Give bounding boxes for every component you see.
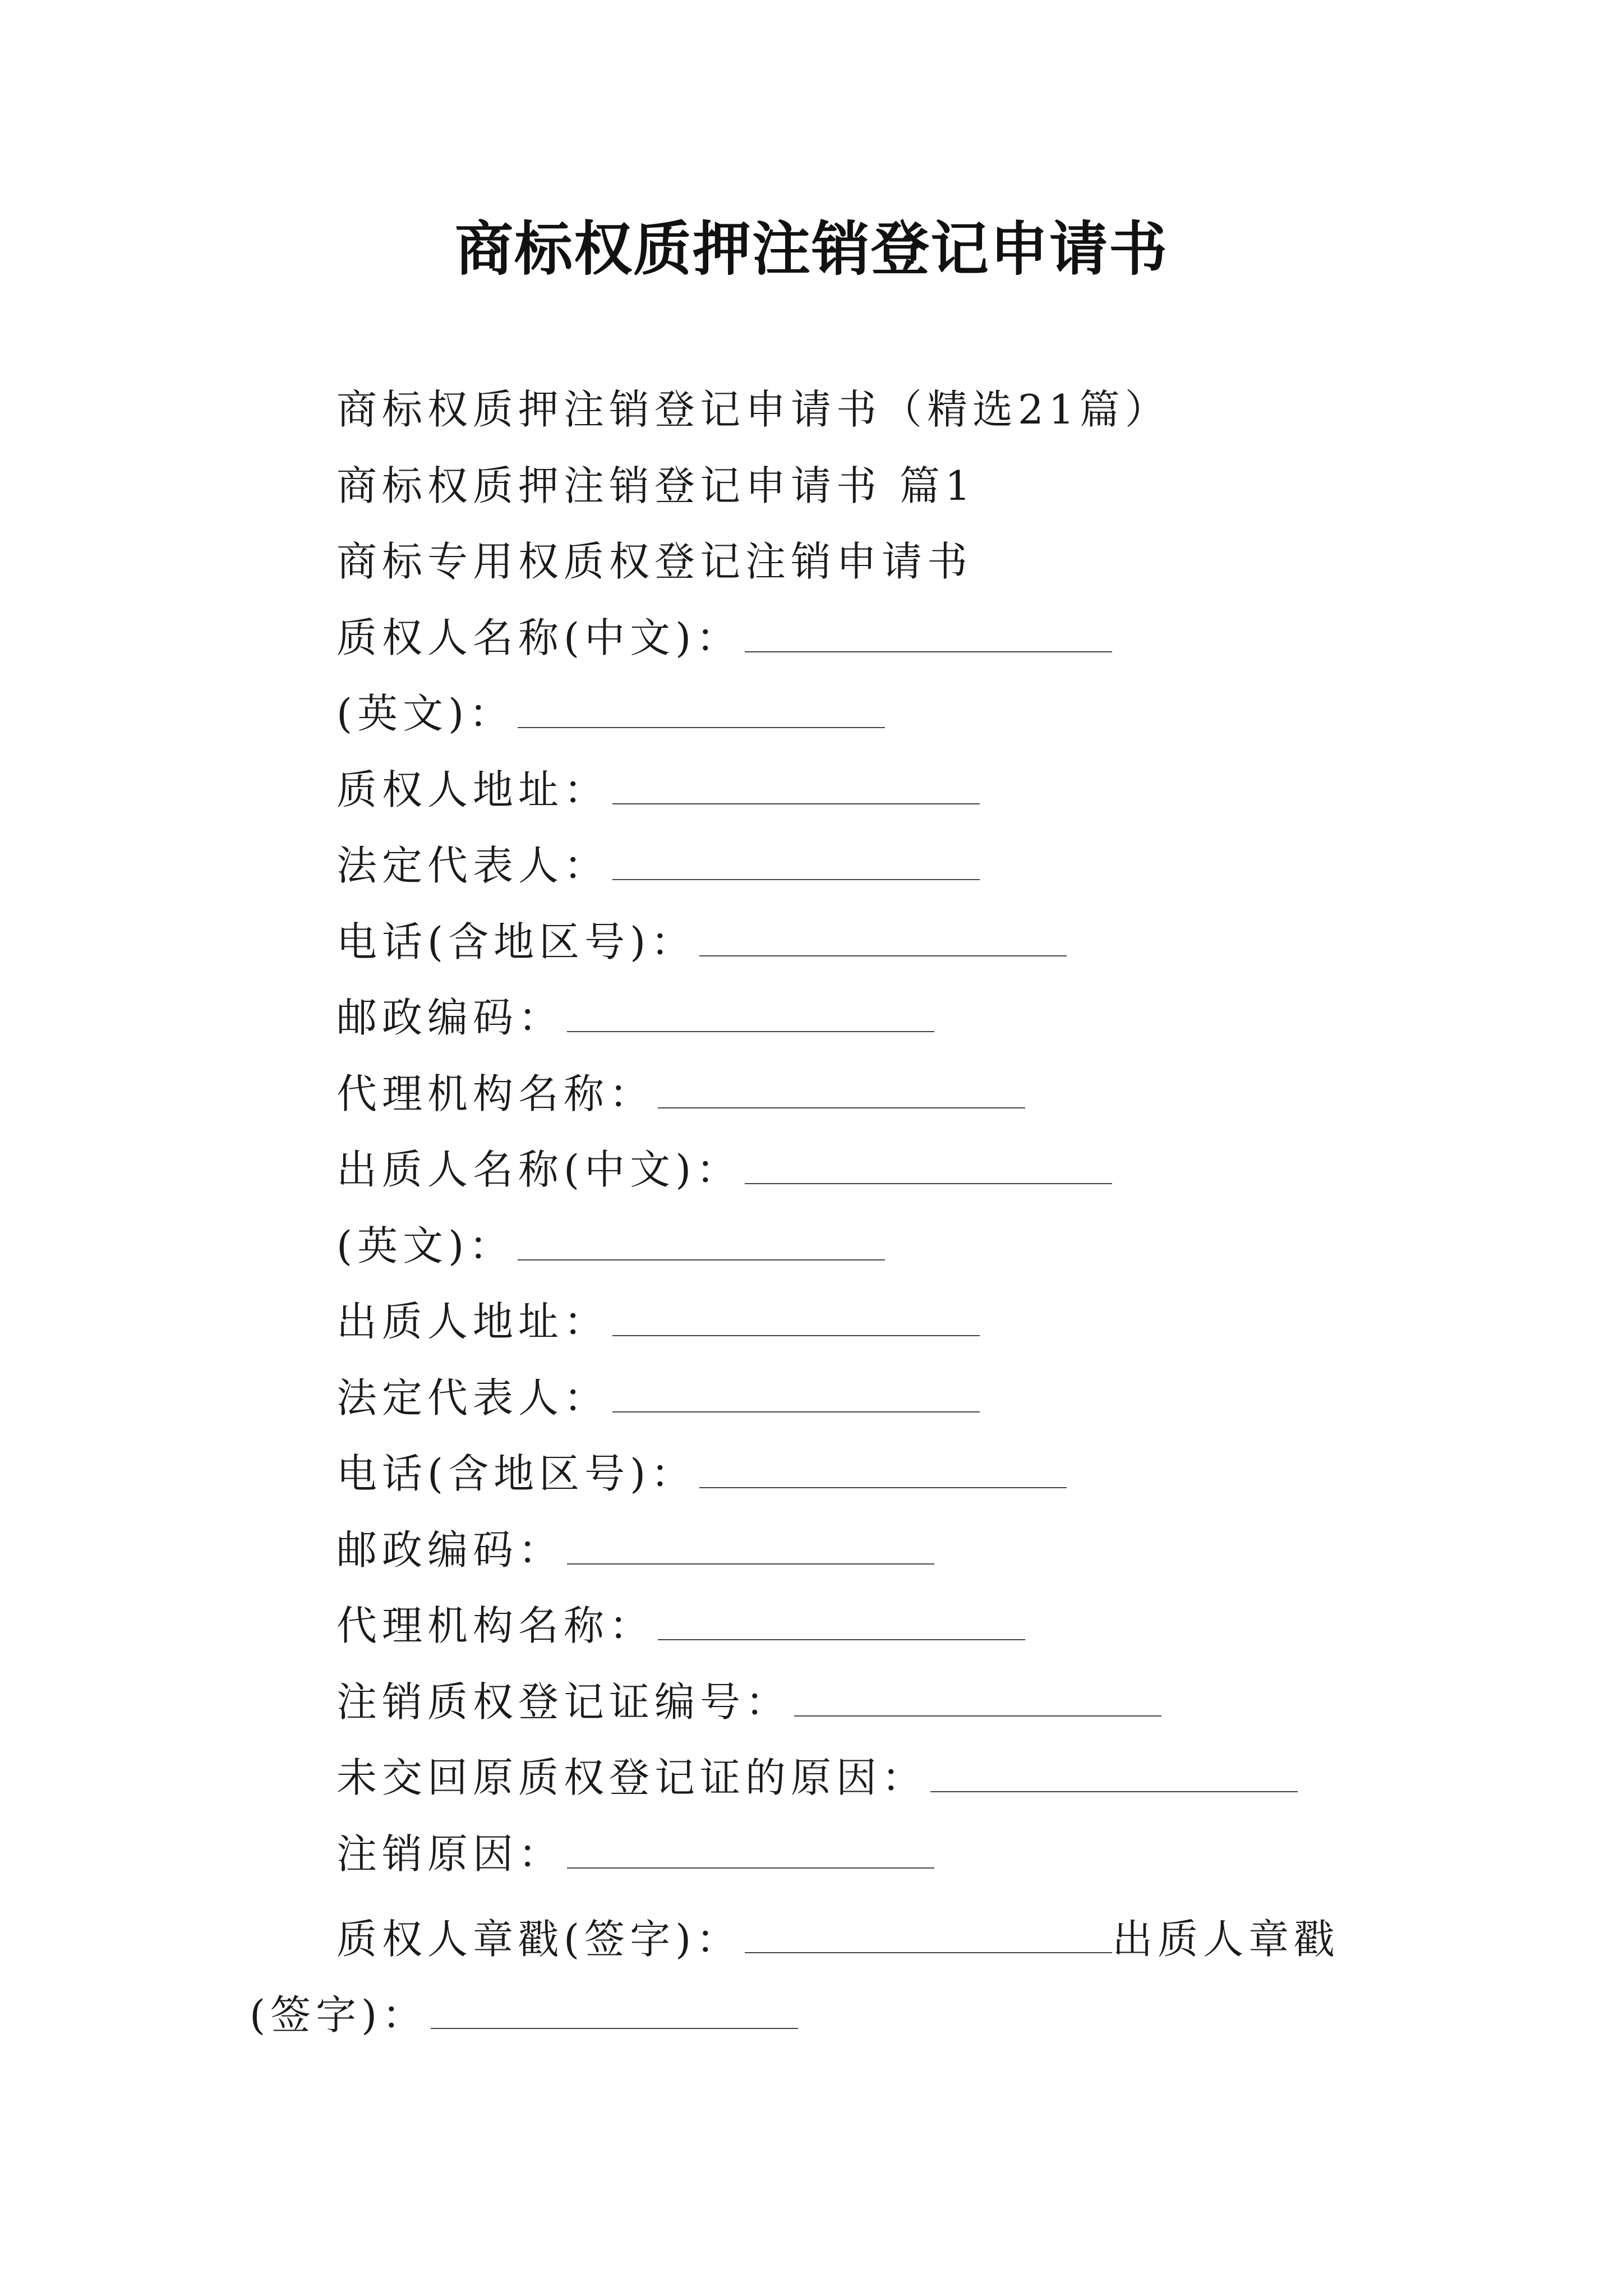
field-pledgee-name-en	[336, 685, 1402, 762]
field-label: 注销质权登记证编号：	[336, 1678, 791, 1726]
pledgee-signature-blank[interactable]	[745, 1918, 1112, 1953]
field-label: 出质人地址：	[336, 1298, 610, 1345]
field-pledgee-postcode	[336, 990, 1402, 1066]
document-title: 商标权质押注销登记申请书	[454, 215, 1168, 283]
fill-in-blank[interactable]	[518, 1218, 885, 1260]
pledgor-signature-blank[interactable]	[431, 1994, 798, 2029]
field-label: 法定代表人：	[336, 1374, 610, 1421]
signature-paragraph	[250, 1902, 1405, 2053]
section-heading	[336, 458, 1402, 534]
fill-in-blank[interactable]	[612, 1294, 980, 1336]
field-cancel-reason	[336, 1826, 1402, 1902]
fill-in-blank[interactable]	[518, 685, 885, 728]
field-pledgor-address	[336, 1294, 1402, 1370]
field-pledgor-name-en	[336, 1218, 1402, 1294]
fill-in-blank[interactable]	[612, 838, 980, 880]
field-label: 邮政编码：	[336, 994, 564, 1041]
fill-in-blank[interactable]	[567, 1522, 934, 1565]
fill-in-blank[interactable]	[567, 1826, 934, 1869]
field-pledgee-address	[336, 762, 1402, 838]
field-label: (英文)：	[336, 690, 515, 737]
field-label: 出质人名称(中文)：	[336, 1146, 742, 1193]
field-label: 质权人地址：	[336, 766, 610, 813]
form-heading	[336, 533, 1402, 610]
fill-in-blank[interactable]	[745, 610, 1112, 652]
subtitle-line	[336, 381, 1402, 458]
pledgor-signature-label: 出质人章戳(签字)：	[250, 1916, 1340, 2039]
pledgee-signature-label: 质权人章戳(签字)：	[336, 1916, 742, 1963]
field-pledgor-name-cn	[336, 1142, 1402, 1218]
field-pledgee-legal-rep	[336, 838, 1402, 914]
field-pledgor-postcode	[336, 1522, 1402, 1598]
field-label: 电话(含地区号)：	[336, 1450, 697, 1497]
field-pledgor-legal-rep	[336, 1370, 1402, 1446]
field-label: 代理机构名称：	[336, 1070, 655, 1117]
field-certificate-number	[336, 1674, 1402, 1750]
field-label: 质权人名称(中文)：	[336, 614, 742, 661]
section-heading-text: 商标权质押注销登记申请书 篇1	[336, 462, 976, 509]
field-pledgee-agency	[336, 1066, 1402, 1142]
fill-in-blank[interactable]	[699, 1446, 1067, 1488]
document-body	[250, 381, 1402, 2053]
field-label: 邮政编码：	[336, 1526, 564, 1573]
fill-in-blank[interactable]	[612, 762, 980, 804]
field-label: 代理机构名称：	[336, 1602, 655, 1649]
field-label: 法定代表人：	[336, 842, 610, 889]
fill-in-blank[interactable]	[612, 1370, 980, 1412]
field-label: (英文)：	[336, 1222, 515, 1269]
field-label: 未交回原质权登记证的原因：	[336, 1754, 928, 1801]
fill-in-blank[interactable]	[794, 1674, 1161, 1717]
field-unreturned-reason	[336, 1750, 1402, 1826]
field-pledgee-phone	[336, 914, 1402, 990]
field-pledgor-phone	[336, 1446, 1402, 1522]
fill-in-blank[interactable]	[699, 914, 1067, 956]
subtitle-text: 商标权质押注销登记申请书（精选21篇）	[336, 386, 1170, 433]
fill-in-blank[interactable]	[658, 1598, 1025, 1640]
field-pledgor-agency	[336, 1598, 1402, 1674]
fill-in-blank[interactable]	[567, 990, 934, 1032]
form-heading-text: 商标专用权质权登记注销申请书	[336, 538, 973, 585]
field-label: 注销原因：	[336, 1830, 564, 1878]
fill-in-blank[interactable]	[930, 1750, 1298, 1792]
fill-in-blank[interactable]	[658, 1066, 1025, 1108]
fill-in-blank[interactable]	[745, 1142, 1112, 1184]
field-label: 电话(含地区号)：	[336, 918, 697, 965]
field-pledgee-name-cn	[336, 610, 1402, 686]
